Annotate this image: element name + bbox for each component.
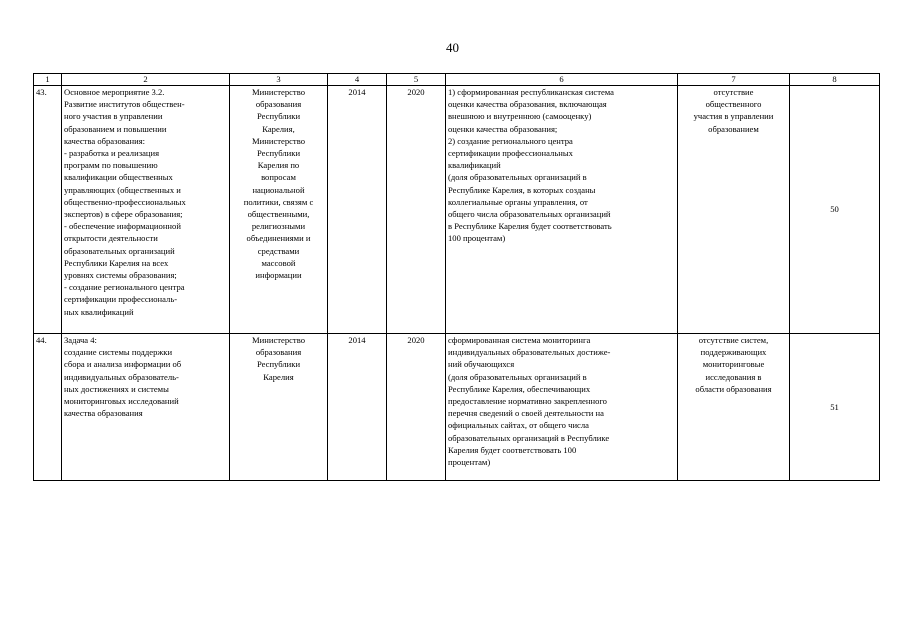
table-row xyxy=(34,334,880,481)
result-cell: 1) сформированная республиканская система оценки качества образования, включающая внешнюю и внутреннюю (самооценку) оценки качества образования; 2) создание регионального центра сертификации профессиональных квалификаций (доля образовательных организаций в Республике Карелия, в которых созданы коллегиальные органы управления, от общего числа образовательных организаций в Республике Карелия будет соответствовать 100 процентам) xyxy=(446,86,678,334)
start-year-cell: 2014 xyxy=(328,334,387,481)
indicator-cell: 51 xyxy=(790,334,880,481)
indicator-cell: 50 xyxy=(790,86,880,334)
executor-cell: Министерство образования Республики Карелия xyxy=(230,334,328,481)
column-header: 1 xyxy=(34,74,62,86)
column-header: 5 xyxy=(387,74,446,86)
row-number: 43. xyxy=(34,86,62,334)
column-header: 8 xyxy=(790,74,880,86)
table-row xyxy=(34,86,880,334)
row-number: 44. xyxy=(34,334,62,481)
page-number: 40 xyxy=(446,40,459,55)
column-header: 4 xyxy=(328,74,387,86)
result-cell: сформированная система мониторинга индивидуальных образовательных достиже- ний обучающихся (доля образовательных организаций в Республике Карелия, обеспечивающих предоставление нормативно закрепленного перечня сведений о своей деятельности на официальных сайтах, от общего числа образовательных организаций в Республике Карелия будет соответствовать 100 процентам) xyxy=(446,334,678,481)
program-table xyxy=(33,73,880,481)
consequences-cell: отсутствие систем, поддерживающих мониторинговые исследования в области образования xyxy=(678,334,790,481)
column-header: 6 xyxy=(446,74,678,86)
column-header: 7 xyxy=(678,74,790,86)
end-year-cell: 2020 xyxy=(387,86,446,334)
executor-cell: Министерство образования Республики Карелия, Министерство Республики Карелия по вопросам национальной политики, связям с общественными, религиозными объединениями и средствами массовой информации xyxy=(230,86,328,334)
consequences-cell: отсутствие общественного участия в управлении образованием xyxy=(678,86,790,334)
measure-cell: Основное мероприятие 3.2. Развитие институтов обществен- ного участия в управлении образованием и повышении качества образования: - разработка и реализация программ по повышению квалификации общественных управляющих (общественных и общественно-профессиональных экспертов) в сфере образования; - обеспечение информационной открытости деятельности образовательных организаций Республики Карелия на всех уровнях системы образования; - создание регионального центра сертификации профессиональ- ных квалификаций xyxy=(62,86,230,334)
column-header: 3 xyxy=(230,74,328,86)
start-year-cell: 2014 xyxy=(328,86,387,334)
measure-cell: Задача 4: создание системы поддержки сбора и анализа информации об индивидуальных образователь- ных достижениях и системы мониторинговых исследований качества образования xyxy=(62,334,230,481)
header-row xyxy=(34,74,880,86)
end-year-cell: 2020 xyxy=(387,334,446,481)
column-header: 2 xyxy=(62,74,230,86)
